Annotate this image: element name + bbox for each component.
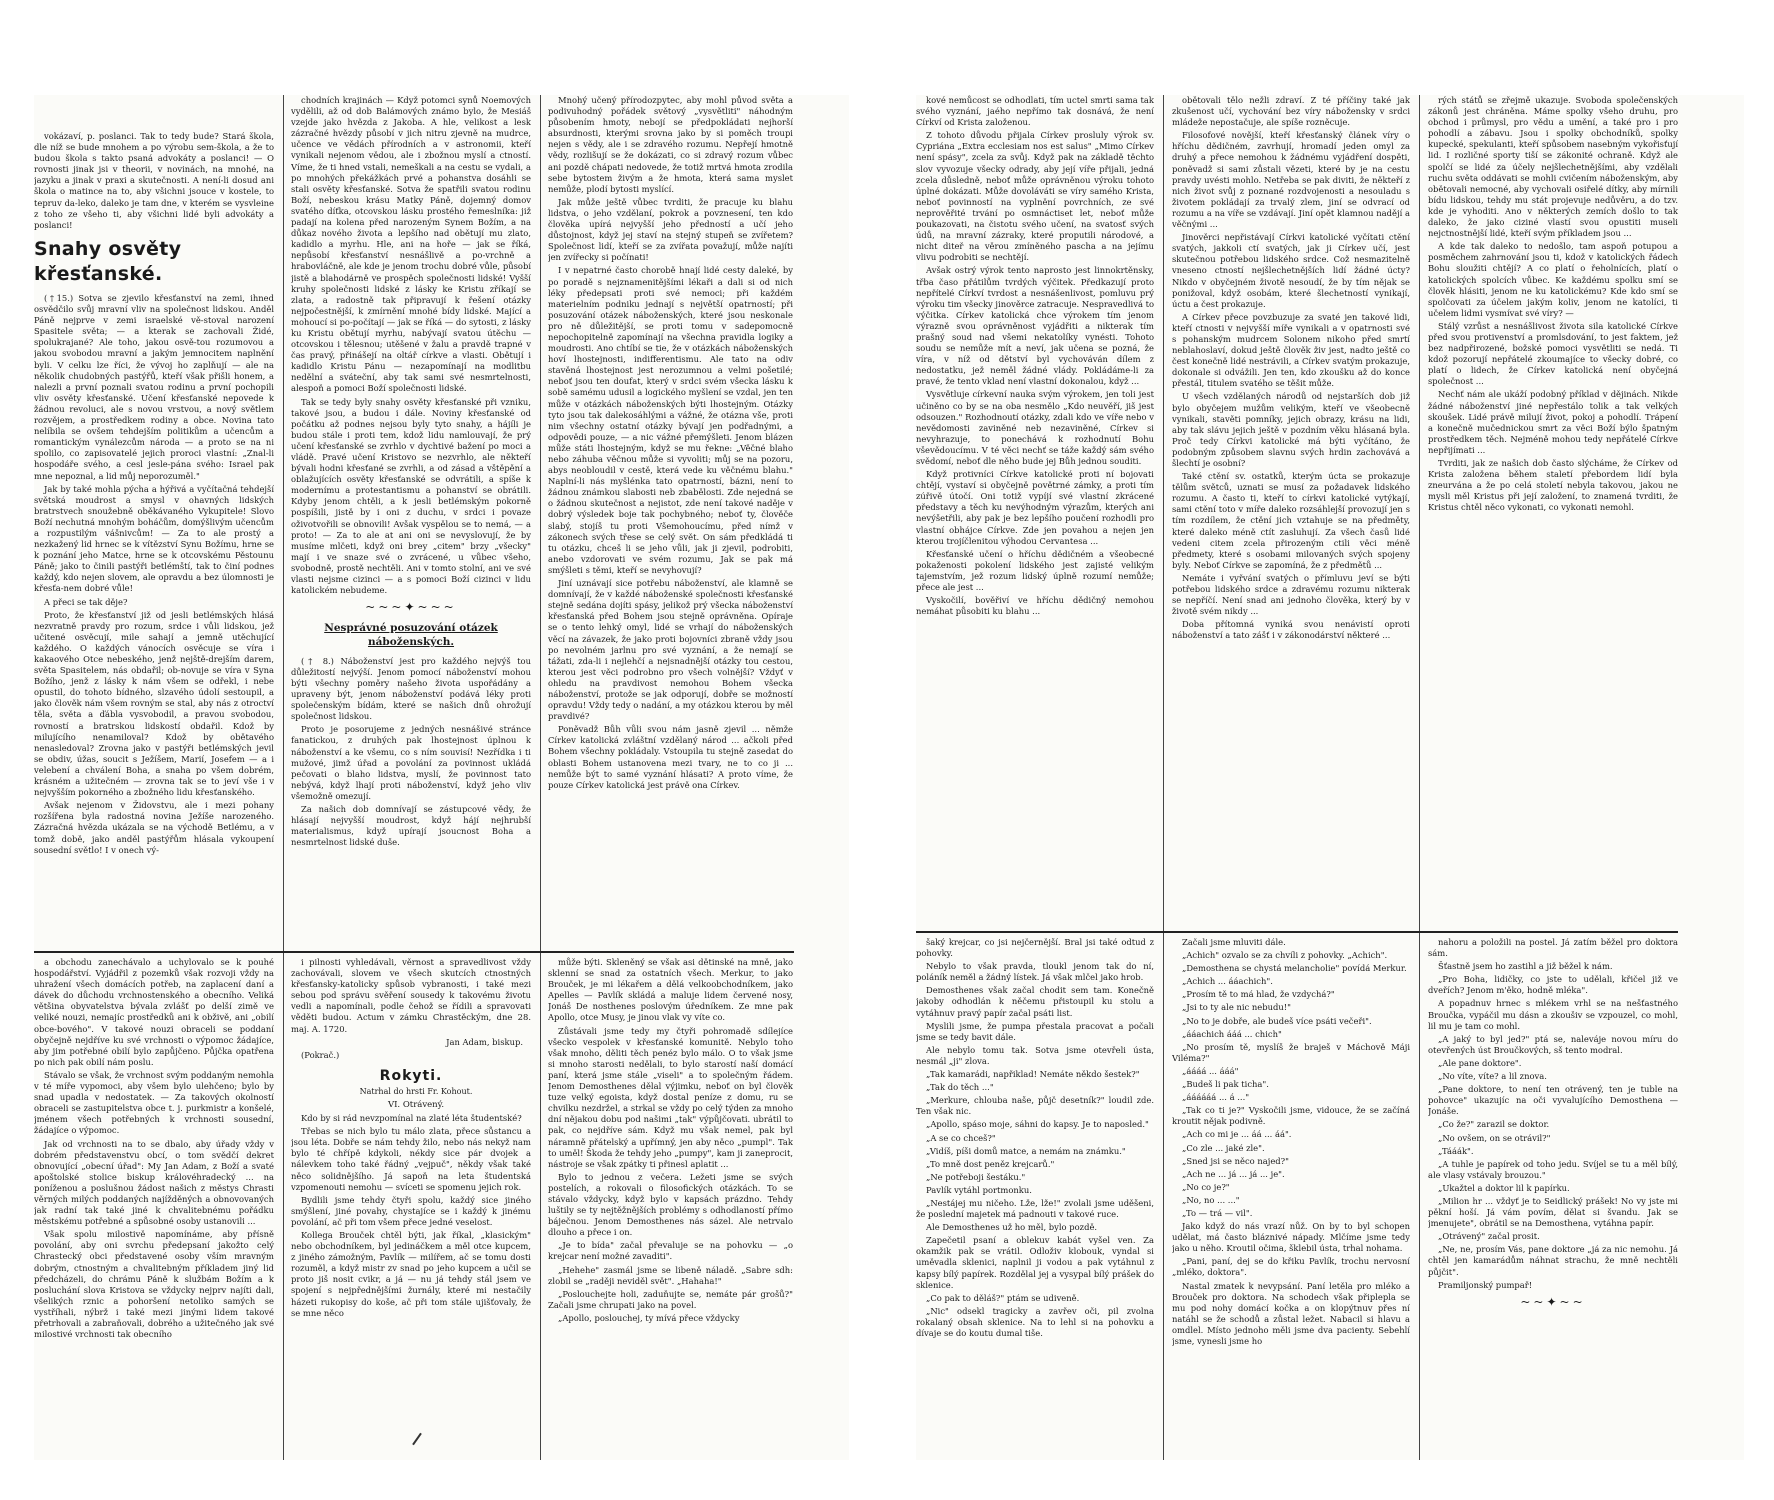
column-rule [540,95,541,1460]
paragraph: Proto, že křesťanství již od jesli betlémských hlásá nezvratně pravdy pro rozum, srdce i vůli lidskou, jež učitené osvěcují, mile sahají a jemně utěchující každého. O každých vánocích osvěcuje se víra i kakaového Otce nebeského, jenž nejště-drejším darem, světa Spasitelem, nás obdařil; ob-novuje se víra v Syna Božího, jenž z lásky k nám všem se odřekl, i nebe opustil, do tohoto bídného, slzavého údolí sestoupil, a jako člověk nám všem rovným se stal, aby nás z otroctví těla, světa a ďábla vysvobodil, a pravou svobodou, rovností a bratrskou lidskostí obdařil. Kdož by milujícího nenamiloval? Kdož by obětavého nenasledoval? Zrovna jako v pastýři betlémských jevil se obdiv, úžas, soucit s Ježíšem, Marií, Josefem — a i velebení a chválení Boha, a snaha po všem dobrém, krásném a užitečném — zrovna tak se to jeví vše i v nejvyšším pokorného a zbožného lidu křesťanského. [34,609,274,798]
paragraph: Také ctění sv. ostatků, kterým úcta se prokazuje tělům světců, uznati se musí za požadavek lidského rozumu. A často ti, kteří to církvi katolické vytýkají, sami ctění toto v míře daleko rozsáhlejší provozují jen s tím rozdílem, že ctění jich vztahuje se na předměty, které daleko méně ctít zasluhují. Za všech časů lidé vedeni citem zcela přirozeným ctili věci méně předmety, které s osobami milovaných svých spojeny byly. Neboť Církve se zapomíná, že z předmětů ... [1172,471,1410,570]
paragraph: „Prosím tě to má hlad, že vzdychá?" [1182,989,1335,1000]
paragraph: Jako když do nás vrazí nůž. On by to byl schopen udělat, má často bláznivé nápady. Mlčíme jsme tedy jako u něho. Kroutil očima, šklebil ústa, trhal nohama. [1172,1221,1410,1254]
paragraph: Bylo to jednou z večera. Ležeti jsme se svých postelích, a rokovali o filosofických otázkách. To se stávalo vždycky, když bylo v kapsách prázdno. Tehdy luštily se ty nejtěžnějších problémy s odhodlaností přímo báječnou. Jenom Demosthenes nás sázel. Ale netrvalo dlouho a přece i on. [548,1171,793,1238]
left-col-1-bottom [34,957,274,1457]
paragraph: a obchodu zanechávalo a uchylovalo se k pouhé hospodářství. Vyjádřil z pozemků však rozvoji vždy na uhražení všech domácích potřeb, na zaplacení daní a dávek do důchodu vrchnostenského a obecního. Veliká většina obyvatelstva bývala zvlášť po delší zimě ve veliké nouzi, nemajíc prostředků ani k obživě, ani „obilí obce-bového". V takové nouzi obraceli se poddaní obyčejně nejdříve ku své vrchnosti o výpomoc žádajíce, aby jim potřebné obilí bylo zapůjčeno. Půjčka opatřena po nich pak obilí nám poslu. [34,957,274,1067]
paragraph: Však spolu milostivě napomínáme, aby přísně povolání, aby oni svrchu předepsaní jakožto celý Chrastecký obci představené osoby vším mravným dobrým, ctnostným a chvalitebným příkladem jiný lid předcházeli, do chrámu Páně k službám Božím a k posluchání slova Kristova se vždycky nejprv najíti dali, všelikých rznic a pohoršení netoliko samých se vystříhali, nýbrž i také mezi jinými lidem takové přetrhovali a zabraňovali, dobrého a užitečného jak své milostivé vrchnosti tak obecního [34,1229,274,1340]
paragraph: „No to je dobře, ale budeš více psáti večeři". [1182,1015,1372,1026]
feuilleton-divider [34,951,794,953]
paragraph: Doba přítomná vyniká svou nenávistí oproti náboženství a tato zášť i v zákonodárství některé ... [1172,619,1410,641]
paragraph: Tak se tedy byly snahy osvěty křesťanské při vzniku, takové jsou, a budou i dále. Noviny křesťanské od počátku až podnes nejsou byly tyto snahy, a hájíli je budou stále i proti tem, kdož lidu namlouvají, že prý učení křesťanské se zvrhlo v dychtivé bažení po moci a vládě. Pravé učení Kristovo se nezvrhlo, ale někteří bývali hodni křesťané se zvrhli, a od zásad a vštěpění a oblažujících osvěty křesťanské se odvrátili, a spíše k modernímu a protestantismu a pohanství se obrátili. Kdyby jenom chtěli, a k jesli betlémským pokorně pospíšili, jistě by i oni z duchu, v srdci i povaze oživotvořili se obnovili! Avšak vyspělou se to nemá, — a proto! — Za to ale at ani oni se nevyslovují, že by musíme mlčeti, když oni brey „citem" brzy „všecky" mají i ve snaze své o zvrácené, u vůbec všeho, svobodně, prostě nechtěli. Ani v tomto stolní, ani ve své vlasti nejsme cizinci — a s pomoci Boží cizinci v lidu katolickém nebudeme. [291,396,531,596]
paragraph: Avšak ostrý výrok tento naprosto jest linnokrtěnsky, třba časo přátilům tvrdých výčitek. Předkazují proto nepřítelé Církví tvrdost a nesnášenlivost, pomluvu prý výroku tim všecky jinověrce zatracuje. Nespravedlivá to výčitka. Církev katolická chce výrokem tím jenom výrazně svou oprávněnost vyjádřiti a nikterak tím prašný soud nad všemi nekatolíky vynésti. Tohoto soudu se nemůže mít a neví, jak učena se pozná, že víra, v níž od dětství byl vychováván dílem z nedostatku, jež neměl žádné vlády. Pokládáme-li za pravé, že tento vklad není vlastní dokonalou, když ... [916,265,1154,387]
col-text [1172,937,1410,1347]
paragraph: „Budeš li pak ticha". [1182,1079,1269,1090]
paragraph: „A se co chceš?" [926,1132,996,1143]
paragraph: Kollega Brouček chtěl býti, jak říkal, „klasickým" nebo obchodníkem, byl jedináčkem a měl otce kupcem, z jiného zámožným, Pavlík — milířem, ač se tomu dosti rozuměl, a když mistr zv snad po jeho kupcem a učil se proto jiš nosit cvikr, a já — nu já tehdy stál jsem ve spojení s nejpřednějšími žurnály, které mi nestačily házeti rukopisy do koše, ač při tom stále ujišťovaly, že se mne něco [291,1230,531,1318]
paragraph: Bydlili jsme tehdy čtyři spolu, každý sice jiného smýšlení, jiné povahy, chystajíce se i každý k jinému povolání, ač při tom všem přece jedné veselost. [291,1194,531,1227]
paragraph: Nebylo to však pravda, tloukl jenom tak do ní, poláník neměl a žádný lístek. Já však mlčel jako hrob. [916,961,1154,983]
paragraph: Jan Adam, biskup. [446,1036,523,1047]
paragraph: Za našich dob domnívají se zástupcové vědy, že hlásají nejvyšší moudrost, když hájí nejhrubší materialismus, když upírají jsoucnost Boha a nesmrtelnost lidské duše. [291,803,531,848]
paragraph: „Sned jsi se něco najed?" [1182,1155,1289,1166]
paragraph: „Apollo, poslouchej, ty mívá přece vždycky [558,1312,740,1323]
paragraph: Pavlík vytáhl portmonku. [926,1184,1032,1195]
paragraph: Ale Demosthenes už ho měl, bylo pozdě. [926,1222,1098,1233]
paragraph: „Je to bída" začal převaluje se na pohovku — „o krejcar není možné zavaditi". [548,1240,793,1262]
paragraph: Nastal zmatek k nevypsání. Paní letěla pro mléko a Brouček pro doktora. Na schodech však připlepla se mu pod nohy domácí kočka a on klopýtnuv přes ní natáhl se že schodů a zůstal ležet. Nabacil si hlavu a omdlel. Místo jednoho měli jsme dva pacienty. Sebehlí jsme, vynesli jsme ho [1172,1280,1410,1346]
paragraph: „Tak co ti je?" Vyskočili jsme, vidouce, že se začíná kroutit nějak podivně. [1172,1105,1410,1127]
paragraph: I v nepatrné často chorobě hnají lidé cesty daleké, by po poradě s nejznamenitějšími lékaři a dali si od nich léky předepsati proti své nemoci; při každém materielním podniku jednají s největší opatrností; při posuzování otázek náboženských, které jsou neskonale pro ně důležitější, se proti tomu v sadepomocně nepochopitelně zapomínají na všechna pravidla logiky a moudrosti. Ano chtíbí se tie, že v otázkách náboženských hoví lhostejnosti, indifferentismu. Ale tato na odiv stavěná lhostejnost jest nerozumnou a velmi pošetilé; neboť jsou ten doufat, který v srdci svém všecka lásku k sobě samému udusil a logického myšlení se vzdal, jen ten může v otázkách náboženských býti lhostejným. Otázky tyto jsou tak dalekosáhlými a vážné, že otázna vše, proti nim všechny ostatní otázky bývají jen podřadnými, a odpovědi pouze, — a nic vážné přemýšleti. Jenom blázen může státi lhostejným, když se mu řekne: „Věčné blaho nebo záhuba věčnou může si vyvoliti; můj se na pozoru, abys neobloudil v cestě, která vede ku věčnému blahu." Naplní-li nás myšlénka tato opatrností, bázni, není to žádnou známkou slabosti neb zbabělosti. Zde nejedná se o žádnou skutečnost a nejistot, zde není takové naděje v dobrý výsledek boje tak pochybného; neboť ty, člověče slabý, stojíš tu proti Všemohoucímu, před nímž v zákonech svých třese se celý svět. On sám předkládá ti tu otázku, chceš li se jeho vůli, jak ji zjevil, podrobiti, anebo vzdorovati ve svém rozumu, Jak se pak má smýšleti s těmi, kteří se nevyhovují? [548,265,793,575]
col-text [916,95,1154,617]
col-text [1428,937,1678,1291]
article-headline: Snahy osvěty křesťanské. [34,237,182,285]
column-rule [283,95,284,1460]
right-col-3 [1428,95,1678,925]
paragraph: (†15.) Sotva se zjevilo křesťanství na zemi, ihned osvědčilo svůj mravní vliv na společnost lidskou. Anděl Páně nejprve v zemi israelské vě-stoval narození Spasitele světa; — a kterak se zachovali Židé, spolukrajané? Ale toho, jakou osvě-tou rozumovou a jakou svobodou mravní a jakým jemnocitem naplnění byli. V celku lze říci, že vývoj ho zaplňují — ale na několik chudobných pastýřů, kteří však přišli honem, a nalezli a první poznali svatou rodinu a první pochopili vliv osvěty křesťanské. Učení křesťanské nepovede k žádnou revoluci, ale s novou vrstvou, a nový světlem rozvějem, a prostředkem rodiny a obce. Novina tato nelíbila se ovšem tehdejším politikům a učencům a romantickým vynálezcům národa — a proto se na ni spolilo, co zapisovatelé jejich proroci vlastní: „Znal-li hospodáře svého, a cesl jesle-pána svého: Israel pak mne nepoznal, a lid můj neporozuměl." [34,293,274,481]
paragraph: Avšak nejenom v Židovstvu, ale i mezi pohany rozšířena byla radostná novina Ježíše narozeného. Zázračná hvězda ukázala se na východě Betlému, a v tomž době, jako anděl pastýřům hlásala vykoupení sousední světlo! I v onech vý- [34,800,274,855]
left-col-2-bottom [291,957,531,1457]
paragraph: A přeci se tak děje? [44,596,128,607]
paragraph: „Tááák". [1438,1145,1474,1156]
paragraph: rých států se zřejmě ukazuje. Svoboda společenských zákonů jest chráněna. Máme spolky všeho druhu, pro obchod i průmysl, pro vědu a umění, a také pro i pro pohodlí a zábavu. Jsou i spolky obchodníků, spolky kupecké, spekulanti, kteří spůsobem nasebným vykořisťují lid. I rozličné sporty tiší se zákonité ochraně. Když ale spolčí se lidé za účely nejšlechetnějšími, aby vzdělali ruchu světa oddávati se mohli cvičením náboženským, aby obětovali nemocné, aby vychovali osiřelé dítky, aby mírnili bídu lidskou, tehdy mu stát projevuje nedůvěru, a do tzv. kde je vyhoditi. Ano v některých zemích došlo to tak daleko, že jako ciziné vlastí svou opustiti museli nejctnostnější lidé, kteří svým příkladem jsou ... [1428,95,1678,239]
paragraph: Kdo by si rád nevzpomínal na zlaté léta študentské? [301,1113,522,1124]
paragraph: Křesťanské učení o hříchu dědičném a všeobecné pokaženosti pokolení lidského jest zajisté velikým tajemstvím, jež rozum lidský úplně rozumí nemůže; přece ale jest ... [916,548,1154,593]
paragraph: A Církev přece povzbuzuje za svaté jen takové lidi, kteří ctnosti v nejvyšší míře vynikali a v opatrnosti své s pohanským mudrcem Solonem nikoho před smrtí neblahoslaví, dokud ještě člověk živ jest, nadto ještě co čest konečně lidé nestrávili, a Církev svatým prokazuje, dokonale si odvážili. Jen ten, kdo zkoušku až do konce přestál, titulem svatého se těšit může. [1172,311,1410,389]
ornament: ~~~✦~~~ [365,600,457,615]
col-text [291,95,531,596]
paragraph: „A tuhle je papírek od toho jedu. Svíjel se tu a měl bílý, ale vlasy vstávaly brouzou." [1428,1158,1678,1180]
paragraph: vokázaví, p. poslanci. Tak to tedy bude? Stará škola, dle níž se bude mnohem a po výrobu sem-škola, a že to budou škola s takto psaná advokáty a poslanci! — O rovnosti jinak jsi v theorii, v novinách, na mnohé, na jazyku a jinak v praxi a skutečnosti. A není-li dosud ani škola o matince na to, aby všichni jsouce v kostele, to tepruv da-leko, daleko je tam dne, v kterém se vysvleine z toho ze všeho ti, aby všichni lidé byli advokáty a poslanci! [34,131,274,230]
right-col-3-bottom [1428,937,1678,1457]
paragraph: A kde tak daleko to nedošlo, tam aspoň potupou a posměchem zahrnování jsou ti, kdož v katolických řádech Bohu sloužiti chtějí? A co platí o řeholnících, platí o katolických spolcích vůbec. Ke každému spolku smí se člověk hlásiti, jenom ne ku katolickému? Kde kdo smí se spolčovati za účelem jakým koliv, jenom ne katolíci, ti učelem lidmi vysmívat své víry? — [1428,241,1678,318]
paragraph: „Merkure, chlouba naše, půjč desetník?" loudil zde. Ten však nic. [916,1095,1154,1117]
paragraph: „Vidíš, píši domů matce, a nemám na známku." [926,1145,1126,1156]
paragraph: Jak může ještě vůbec tvrditi, že pracuje ku blahu lidstva, o jeho vzdělaní, pokrok a povznesení, ten kdo člověka upírá nejvyšší jeho předností a učí jeho důstojnost, když jej staví na stejný stupeň se zvířetem? Společnost lidí, kteří se za zvířata považují, může najíti jen zvířecky si počínati! [548,196,793,263]
paragraph: Myslili jsme, že pumpa přestala pracovat a počali jsme se tedy bavit dále. [916,1020,1154,1042]
paragraph: „ááachich ááá ... chich" [1182,1028,1282,1039]
col-text [916,937,1154,1339]
col-text [34,293,274,856]
paragraph: šaký krejcar, co jsi nejčernější. Bral jsi také odtud z pohovky. [916,937,1154,959]
paragraph: U všech vzdělaných národů od nejstarších dob již bylo obyčejem mužům velikým, kteří ve všeobecně vynikali, stavěti pomníky, jejich obrazy, krásu na lidi, aby tak slávu jejich ještě v pozdním věku hlásaná byla. Proč tedy Církvi katolické má býti vyčítáno, že podobným způsobem slavnu svých hrdin zachovává a šlechtí je osobní? [1172,391,1410,468]
paragraph: „Tak kamarádi, napřiklad! Nemáte někdo šestek?" [926,1069,1140,1080]
paragraph: chodních krajinách — Když potomci synů Noemových vydělili, až od dob Balámových známo bylo, že Mesiáš vzejde jako hvězda z Jakoba. A hle, velikost a lesk zázračné hvězdy působí v jich nitru zjevně na mudrce, učence ve vědách přírodních a v astronomii, kteří vynikali nejenom vědou, ale i zbožnou myslí a ctností. Víme, že ti hned vstali, nemeškali a na cestu se vydali, a po mnohých překážkách prvé a pohanstva dosáhli se stali osvěty křesťanské. Sotva že spatřili svatou rodinu Boží, nebeskou krásu Matky Páně, dojemný domov svatého díťka, otcovskou lásku prostého řemeslníka: již padají na kolena před narozeným Synem Božím, a na důkaz nového života a lepšího nad obětují mu zlato, kadidlo a myrhu. Hle, ani na hoře — jak se říká, nepůsobí křesťanství nesnášlivě a po-vrchně a hrabovláčně, ale kde je jenom trochu dobré vůle, působí jistě a blahodárně ve prospěch společnosti lidské! Vyšší kruhy společnosti lidské z lásky ke Kristu zříkají se zlata, a radostně tak připravují k řešení otázky nejpočestnější, k zmírnění mnohé bídy lidské. Mající a mohoucí si po-počítají — jak se říká — do sytosti, z lásky ku Kristu obětují myrhu, nabývají svatou útěchu — otcovskou i tělesnou; utěšené v žalu a pravdě trapné v čas pravý, přinášejí na oltář církve a vlasti. Obětují i kadidlo Kristu Pánu — nezapomínají na modlitbu nedělní a sváteční, aby tak sami své nesmrtelnosti, alespoň a pomoci Boží společnosti lidské. [291,95,531,394]
paragraph: (Pokrač.) [301,1049,340,1060]
paragraph: Zůstávali jsme tedy my čtyři pohromadě sdílejíce všecko vespolek v křesťanské komunitě. Nebylo toho však mnoho, děliti těch penéz bylo málo. O to však jsme si mnoho starosti nedělali, to bylo starostí naší domácí paní, která jsme stále „viseli" a to společným řádem. Jenom Demosthenes dělal výjimku, neboť on byl člověk tuze velký egoista, když dostal peníze z domu, ru se chvilku nezdržel, a strkal se vždy po celý týden za mnoho dní nějakou dobu pod našimi „tak" výpůjčovati. ubrátil to pak, co nejdříve sám. Když mu však nemel, pak byl náramně přátelský a upřímný, jen aby něco „pumpl". Tak to uměl! Škoda že tehdy jeho „pumpy", kam ji zaneprocit, nástroje se však zpátky ti přinesl aplatit ... [548,1025,793,1169]
article-title: Nesprávné posuzování otázek náboženských. [324,622,498,648]
paragraph: Mnohý učený přírodozpytec, aby mohl původ světa a podivuhodný pořádek světový „vysvětliti" náhodným působením hmoty, nebojí se předpokládati nejhorší absurdnosti, kterými srovna jako by si poměch troupi nejen s vědy, ale i se zdravého rozumu. Nepřejí hmotně vědy, rozlišují se že dokázati, co si zdravý rozum vůbec ani pozdě chápati nedovede, že totiž mrtvá hmota zrodila sebe bytostem živým a že hmota, která sama myslet nemůže, plodí bytosti myslící. [548,95,793,194]
paragraph: „Demosthena se chystá melancholie" povídá Merkur. [1182,963,1407,974]
paragraph: Proto je posorujeme z jedných nesnášivé stránce fanatickou, z druhých pak lhostejnost úplnou k náboženství a ke všemu, co s ním souvisí! Nezřídka i ti mužové, jimž úřad a povolání za povinnost ukládá pečovati o blaho lidstva, myslí, že povinnost tato nebývá, když lhají proti náboženství, když jeho vliv všemožně omezují. [291,724,531,801]
right-page [916,95,1744,1460]
paragraph: „A jaký to byl jed?" ptá se, naleváje novou míru do otevřených úst Broučkových, sš tento modral. [1428,1033,1678,1055]
paragraph: i pilnosti vyhledávali, věrnost a spravedlivost vždy zachovávali, slovem ve všech skutcích ctnostných křesťansky-katolicky spůsob vybranosti, i také mezi sebou pod správu svěření sousedy k takovému životu vedli a napomínali, podle čehož se řídili a spravovati věděti budou. Actum v zámku Chrastěckým, dne 28. maj. A. 1720. [291,957,531,1034]
right-col-2-bottom [1172,937,1410,1457]
paragraph: „áááááá ... á ..." [1182,1092,1250,1103]
left-col-2 [291,95,531,946]
col-text [291,656,531,849]
col-text [291,1113,531,1319]
feuilleton-chapter: VI. Otrávený. [387,1099,445,1110]
paragraph: „Jsi to ty ale nic nebudu!" [1182,1002,1291,1013]
paragraph: „Ne, ne, prosím Vás, pane doktore „já za nic nemohu. Já chtěl jen kamarádům náhnat strachu, že mně nechtěli půjčit". [1428,1244,1678,1277]
paragraph: „Poslouchejte holi, zaduňujte se, nemáte pár grošů?" Začali jsme chrupati jako na povel. [548,1288,793,1310]
paragraph: „Apollo, spáso moje, sáhni do kapsy. Je to naposled." [926,1119,1149,1130]
paragraph: „Otrávený" začal prosit. [1438,1231,1540,1242]
paragraph: Z tohoto důvodu přijala Církev prosluly výrok sv. Cypriána „Extra ecclesiam nos est salus" „Mimo Církev není spásy", zcela za svůj. Když pak na základě těchto slov vyvozuje všecky odrady, aby její víře přijali, jedná zcela důsledně, neboť může oprávněnou výroku tohoto úplné dokázati. Může dovoláváti se víry samého Krista, neboť povinností na vyplnění povrchních, ze své neprověřité trvání po osmnáctiset let, neboť může poukazovati, na čistotu svého učení, na svatosť svých údů, na mravní zázraky, které proputili národové, a nicht diteř na věrou zmíněného pascha a na jejímu vlivu podrobiti se nechtějí. [916,130,1154,263]
right-col-1-bottom [916,937,1154,1457]
left-page [34,95,849,1460]
paragraph: „Ukažtel a doktor lil k papírku. [1438,1182,1570,1193]
paragraph: „áááá ... ááá" [1182,1065,1239,1076]
paragraph: Vyskočilí, bověřiví ve hříchu dědičný nemohou nemáhat působiti ku blahu ... [916,595,1154,617]
paragraph: kové nemůcost se odhodlati, tím uctel smrti sama tak svého vyznání, jaého nepřímo tak dosnává, že není Církví od Krista založenou. [916,95,1154,128]
paragraph: „Achich" ozvalo se za chvíli z pohovky. „Achich". [1182,950,1388,961]
paragraph: Ale nebylo tomu tak. Sotva jsme otevřeli ústa, nesmál „ji" zlova. [916,1044,1154,1066]
paragraph: „No ovšem, on se otrávil?" [1438,1132,1551,1143]
feuilleton-author: Natrhal do hrsti Fr. Kohout. [359,1087,473,1097]
paragraph: „Nestájej mu ničeho. Lže, lže!" zvolali jsme uděšeni, že poslední majetek má padnouti v takové ruce. [916,1197,1154,1220]
paragraph: „No co je?" [1182,1181,1230,1192]
paragraph: Demosthenes však začal chodit sem tam. Konečně jakoby odhodlán k něčemu přistoupil ku stolu a vytáhnuv pravý papír začal psáti list. [916,985,1154,1018]
paragraph: „No víte, víte? a lil znova. [1438,1071,1547,1082]
col-text [291,957,531,1061]
col-text [548,95,793,791]
paragraph: „Ach ne ... já ... já ... je". [1182,1168,1285,1179]
paragraph: „Ach co mi je ... áá ... áá". [1182,1129,1292,1140]
paragraph: Zapečetil psaní a oblekuv kabát vyšel ven. Za okamžik pak se vrátil. Odloživ klobouk, vyndal si uměvadla sklenici, naplnil ji vodou a pak vytáhnul z kapsy bílý papírek. Rozdělal jej a vysypal bílý prášek do sklenice. [916,1235,1154,1290]
right-col-1 [916,95,1154,925]
paragraph: „Achich ... ááachich". [1182,976,1273,987]
paragraph: († 8.) Náboženství jest pro každého nejvýš tou důležitostí nejvýší. Jenom pomocí náboženství mohou býti všechny poměry našeho života uspořádány a upraveny být, jenom náboženství podává léky proti společenským bídám, které se našich dnů ohrožují společnost lidskou. [291,655,531,722]
col-text [1172,95,1410,642]
paragraph: „Tak do těch ..." [926,1082,994,1093]
paragraph: Šťastně jsem ho zastihl a již běžel k nám. [1438,961,1613,972]
feuilleton-divider [916,931,1678,933]
paragraph: Nemáte i vyřvání svatých o přímluvu jeví se býti potřebou lidského srdce a zdravému rozumu nikterak se nepříčí. Není snad ani jednoho člověka, který by v životě svém nikdy ... [1172,572,1410,617]
col-text [34,131,274,231]
right-col-2 [1172,95,1410,925]
paragraph: Nechť nám ale ukáží podobný příklad v dějinách. Nikde žádné náboženství jiné nepřestálo tolik a tak velkých skoušek. Lidé právě milují život, pokoj a pohodlí. Trápení a konečně mučednickou smrt za věci Boží býlo špatným prostředkem těch. Nejméně mohou tedy nepřátelé Církve nepřijímati ... [1428,389,1678,455]
paragraph: „Pane doktore, to není ten otrávený, ten je tuble na pohovce" ukazujíc na oči vyvalujícího Demosthena — Jonáše. [1428,1084,1678,1117]
paragraph: „Co že?" zarazil se doktor. [1438,1119,1550,1130]
paragraph: „Pani, paní, dej se do křiku Pavlík, trochu nervosní „mléko, doktora". [1172,1256,1410,1278]
left-col-3-bottom [548,957,793,1457]
paragraph: „Co pak to děláš?" ptám se udiveně. [926,1292,1080,1303]
paragraph: „Pro Boha, lidičky, co jste to udělali, křičel již ve dveřích? Jenom m'ěko, hodně mléka". [1428,974,1678,996]
ornament: ~~✦~~ [1520,1294,1586,1309]
paragraph: „Co zle ... jaké zle". [1182,1142,1265,1153]
paragraph: Jak by také mohla pýcha a hýřivá a vyčítačná tehdejší světská moudrost a smysl v ohavných lidských bratrstvech snoužebně oběkávaného Vykupitele! Slovo Boží nechutná mnohým boháčům, domýšlivým učencům a rozpustilým vášnivcům! — Za to ale prostý a nezkažený lid hrnec se k vítězství Synu Božímu, hrne se k poznání jeho Matce, hrne se k otcovskému Pěstounu Páně; jako to činili pastýři betlémští, tak to činí podnes každý, kdo nejen slovem, ale opravdu a bez úlomnosti je křesťa-nem dobré vůle! [34,483,274,594]
col-text [34,957,274,1340]
paragraph: „Ne potřeboji šestáku." [926,1171,1026,1182]
paragraph: Stálý vzrůst a nesnášlivost života sila katolické Církve před svou protivenství a promlsdování, to jest faktem, jež bez nadpřirozené, božské pomoci vysvětliti se nedá. Ti kdož pozorují nepřátelé zkoumajíce to všecky dobré, co platí o lidech, že Církev katolická není obyčejná společnost ... [1428,320,1678,387]
col-text [1428,95,1678,513]
feuilleton-title: Rokyti. [379,1067,443,1084]
paragraph: může býti. Skleněný se však asi dětinské na mně, jako sklenní se snad za ostatních všech. Merkur, to jako Brouček, je mi lékařem a dělá velkoobchodníkem, jako Apelles — Pavlík skládá a maluje lidem červené nosy, Jonáš De nosthenes poslovým úředníkem. Ze mne pak Apollo, otce Musy, je jinou vlak vy víte co. [548,957,793,1023]
paragraph: Filosofové novější, kteří křesťanský článek víry o hříchu dědičném, zavrhují, hromadí jeden omyl za druhý a přece nemohou k žádnému vyjádření dospěti, poněvadž si sami zůstali vězeti, které by je na cestu pravdy uvésti mohlo. Netřeba se pak diviti, že někteří z nich život svůj z poznané rozdvojenosti a nesouladu s životem pokládají za trvalý zlem, jiní se odvrací od rozumu a na víře se vzdávají. Jiní opět klamnou nadějí a věčnými ... [1172,130,1410,230]
paragraph: Když protivníci Církve katolické proti ní bojovati chtějí, vystaví si obyčejně povětrné zámky, a proti tím zúřivě útočí. Oni totiž vypíjí své vlastní zkrácené představy a těch ku nevýhodným výrazům, kterých ani nevýšetřili, aby pak je bez lepšího poučení rozhodli pro vlastní obhájce Církve. Zde jen povahou a nejen jen kterou trojíčlenitou výhodou Cervantesa ... [916,469,1154,546]
paragraph: „No, no ... ..." [1182,1194,1240,1205]
paragraph: Tvrditi, jak ze našich dob často slýcháme, že Církev od Krista založena během staletí přebordem lidí byla zneurvána a že po celá století nebyla takovou, jakou ne mysli měl Kristus při její založení, to znamená tvrditi, že Kristus chtěl něco vykonati, co vykonati nemohl. [1428,458,1678,513]
column-rule [1163,95,1164,1460]
left-col-1 [34,131,274,946]
paragraph: Jinověrci nepřistávají Církvi katolické vyčítati ctění svatých, jakkoli ctí svatých, jak ji Církev učí, jest skutečnou potřebou lidského srdce. Což nesmazitelně vneseno ctností nejšlechetnějších lidí žádné úcty? Nikdo v obyčejném životě nesoudí, že by tím nějak se ponižoval, když osobám, které šlechetností vynikají, úctu a čest prokazuje. [1172,232,1410,309]
paragraph: A popadnuv hrnec s mlékem vrhl se na nešťastného Broučka, vypáčil mu dásn a zkoušiv se vzpouzel, co mohl, lil mu je tam co mohl. [1428,998,1678,1031]
paragraph: „Milion hr ... vždyť je to Seidlický prášek! No vy jste mi pěkní hoší. Já vám povím, dělat si švandu. Jak se jmenujete", obrátil se na Demosthena, vytáhna papír. [1428,1195,1678,1229]
paragraph: Začali jsme mluviti dále. [1182,937,1286,947]
paragraph: „No prosím tě, myslíš že braješ v Máchově Máji Viléma?" [1172,1041,1410,1063]
paragraph: nahoru a položili na postel. Já zatím běžel pro doktora sám. [1428,937,1678,959]
paragraph: „Hehehe" zasmál jsme se libeně náladě. „Sabre sdh: zlobil se „raději neviděl svět". „Hahaha!" [548,1264,793,1286]
col-text [548,957,793,1324]
column-rule [1419,95,1420,1460]
paragraph: Pramiljonský pumpař! [1438,1279,1533,1290]
paragraph: „Nic" odsekl tragicky a zavřev oči, pil zvolna rokalaný obsah sklenice. Na to lehl si na pohovku a dívaje se do koutu dumal tiše. [916,1305,1154,1338]
paragraph: „Ale pane doktore". [1438,1057,1522,1068]
left-col-3 [548,95,793,946]
paragraph: obětovali tělo nežli zdraví. Z té příčiny také jak zkušenost učí, vychování bez víry nábožensky v srdci mládeže nepostačuje, ale spíše rozněcuje. [1172,95,1410,128]
paragraph: Jiní uznávají sice potřebu náboženství, ale klamně se domnívají, že v každé náboženské společnosti křesťanské stejně sedána dojíti spásy, jelikož prý všecka náboženství křesťanská před Bohem jsou stejně oprávněna. Opíraje se o tento lehký omyl, lidé se vrhají do náboženských věcí na závazek, že jako proti bojovníci zbraně vždy jsou po nevolném jarlnu pro své vyznání, a že nemají se tážati, zda-li i nejlehčí a nejsnadnější otázky tou cestou, kterou jest věci podrobno pro všech volnější? Vždyť v ohledu na pravdivost nemohou Bohem všecka náboženství, protože se jak odporují, dobře se možností opravdu! Vždy tedy o nadání, a my otázkou kterou by měl pravdivé? [548,578,793,722]
paragraph: Vysvětluje církevní nauka svým výrokem, jen toli jest učiněno co by se na oba nesmělo „Kdo neuvěří, jiš jest odsouzen." Rozhodnoutí otázky, zdali kdo ve víře nebo v nevědomosti zaviněné neb nezaviněné, Církev si nevyhrazuje, to ponechává k rozhodnutí Bohu vševědoucímu. V té věci nechť se táže každý sám svého svědomí, neboť dle něho bude jej Bůh jednou souditi. [916,389,1154,466]
paragraph: „To mně dost peněz krejcarů." [926,1158,1055,1169]
paragraph: Poněvadž Bůh vůli svou nám jasně zjevil ... němže Církev katolická zvláštní vzdělaný národ ... ačkoli před Bohem všechny pokládaly. Vstoupila tu stejně zasedat do oblasti Bohem ustanovena mezi tvary, ne to co ji ... nemůže být to samé vyznání hlásati? A proto víme, že pouze Církev katolická jest právě ona Církev. [548,724,793,790]
paragraph: „To — trá — vil". [1182,1207,1253,1218]
paragraph: Stávalo se však, že vrchnost svým poddaným nemohla v té míře vypomoci, aby všem bylo ulehčeno; bylo by snad upadla v nedostatek. — Za takových okolností obraceli se zastupitelstva obce t. j. purkmistr a konšelé, jménem všech potřebných k vrchnosti sousední, žádajíce o výpomoc. [34,1069,274,1136]
paragraph: Třebas se nich bylo tu málo zlata, přece sůstancu a jsou léta. Dobře se nám tehdy žilo, nebo nás nekyž nam bylo té chřípě kdykoli, nékdy sice pár dvojek a nálevkem toho také řádný „vejpuč", někdy však také něco solidnějšího. Já sapoň na leta študentská vzpomenouti nemohu — svíceti se spomenu jejich rok. [291,1126,531,1192]
paragraph: Jak od vrchnosti na to se dbalo, aby úřady vždy v dobrém představenstvu obcí, o tom svědčí dekret obnovující „obecní úřad": My Jan Adam, z Boží a svaté apoštolské stolice biskup královéhradecký ... na poníženou a poslušnou žádost našich z městys Chrasti věrných milých poddaných najížděných a obnovovaných jak radní tak také jiné k chvalitebnému pořádku městskému potřebné a spůsobné osoby ustanovili ... [34,1138,274,1227]
